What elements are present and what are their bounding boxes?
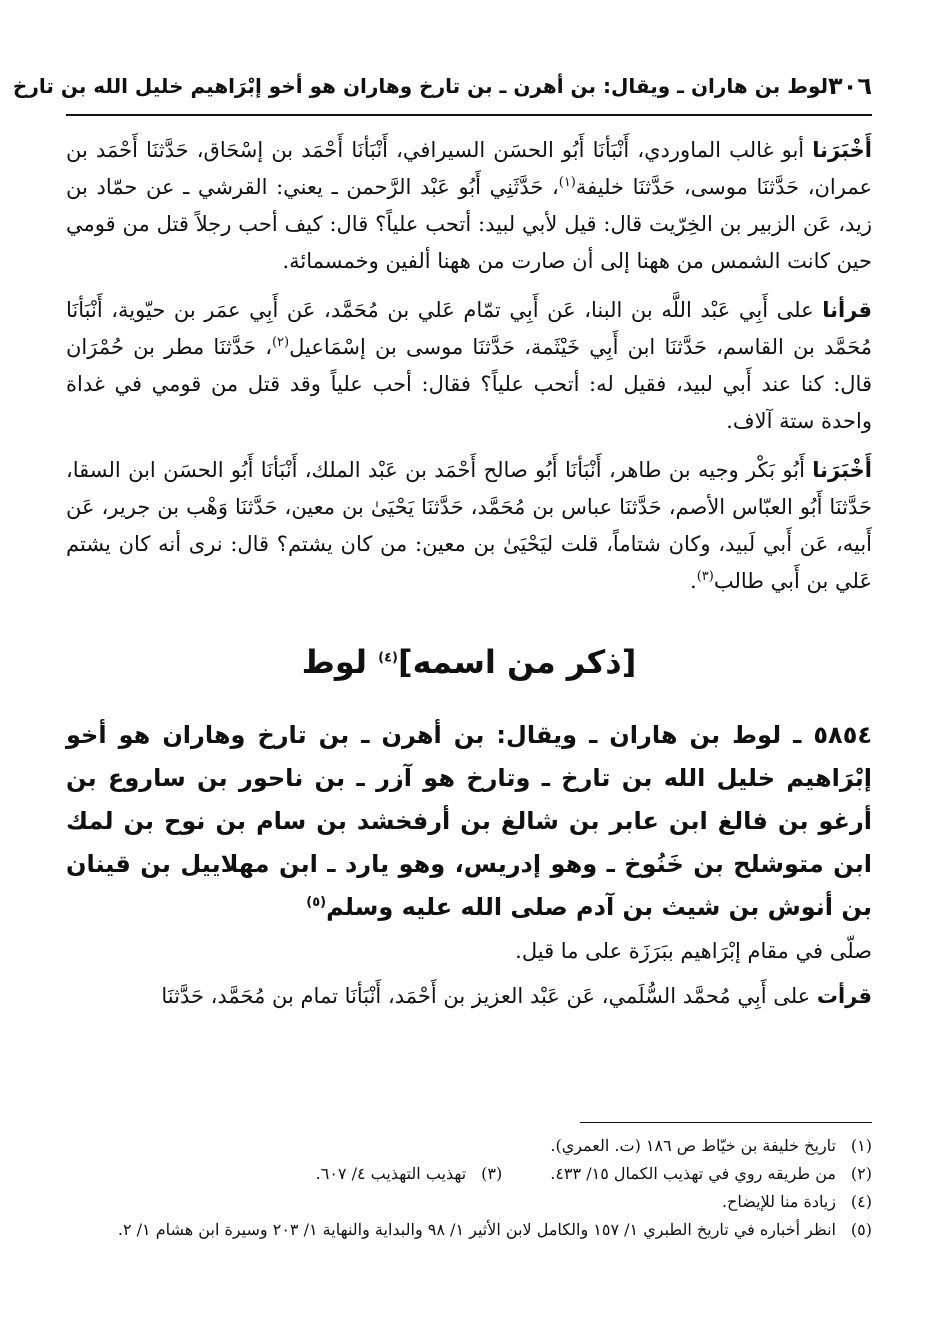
footnote [66,1188,872,1216]
footnote-text: انظر أخباره في تاريخ الطبري ١/ ١٥٧ والكامل لابن الأثير ١/ ٩٨ والبداية والنهاية ١/ ٢٠٣ وسيرة ابن هشام ١/ ٢. [117,1220,836,1239]
page-number: ٣٠٦ [828,72,872,100]
main-text [66,132,872,600]
section-heading-text: [ذكر من اسمه] [397,643,637,681]
entry-text: ٥٨٥٤ ـ لوط بن هاران ـ ويقال: بن أهرن ـ بن تارخ وهاران هو أخو إبْرَاهيم خليل الله بن تارخ ـ وتارخ هو آزر ـ بن ناحور بن ساروع بن أرغو بن فالغ ابن عابر بن شالغ بن أرفخشد بن سام بن نوح بن لمك ابن متوشلح بن خَنُوخ ـ وهو إدريس، وهو يارد ـ ابن مهلاييل بن قينان بن أنوش بن شيث بن آدم صلى الله عليه وسلم [66,721,872,921]
paragraph-text: أبو غالب الماوردي، أَنْبَأنَا أَبُو الحسَن السيرافي، أَنْبَأنَا أَحْمَد بن إسْحَاق، حَدَّثنَا أَحْمَد بن عمران، حَدَّثنَا موسى، حَدَّثنَا خليفة [66,138,872,199]
paragraph-text: على أَبِي مُحمَّد السُّلَمي، عَن عَبْد العزيز بن أَحْمَد، أَنْبَأنَا تمام بن مُحَمَّد، حَدَّثنَا [161,984,817,1008]
footnote [66,1216,872,1244]
paragraph-text: على أَبِي عَبْد اللَّه بن البنا، عَن أَبِي تمّام عَلي بن مُحَمَّد، عَن أَبِي عمَر بن حيّوية، أَنْبَأنَا مُحَمَّد بن القاسم، حَدَّثنَا ابن أَبِي خَيْثَمة، حَدَّثنَا موسى بن إسْمَاعيل [66,298,872,359]
paragraph [66,292,872,440]
footnote [66,1160,872,1188]
footnote-text: زيادة منا للإيضاح. [721,1192,836,1211]
header-title: لوط بن هاران ـ ويقال: بن أهرن ـ بن تارخ وهاران هو أخو إبْرَاهيم خليل الله بن تارخ [12,74,829,98]
paragraph-lead: قرأنا [822,298,872,322]
paragraph [66,978,872,1015]
running-header [12,58,872,116]
paragraph: صلّى في مقام إبْرَاهيم ببَرَزَة على ما قيل. [515,939,872,963]
footnote-marker: (١) [558,175,576,190]
footnote-number: (٢) [850,1164,872,1183]
footnote-marker: (٣) [696,569,714,584]
paragraph-lead: أَخْبَرَنا [812,138,872,162]
paragraph-text: ، حَدَّثَنِي أَبُو عَبْد الرَّحمن ـ يعني: القرشي ـ عن حمّاد بن زيد، عَن الزبير بن الخِرّيت قال: قيل لأبي لبيد: أتحب علياً؟ قال: كيف أحب رجلاً قتل من قومي حين كانت الشمس من ههنا إلى أن صارت من ههنا ألفين وخمسمائة. [66,175,872,273]
section-heading-name: لوط [301,643,379,681]
biography-entry [66,714,872,929]
paragraph-text: أَبُو بَكْر وجيه بن طاهر، أَنْبَأنَا أَبُو صالح أَحْمَد بن عَبْد الملك، أَنْبَأنَا أَبُو الحسَن ابن السقا، حَدَّثنَا أَبُو العبّاس الأصم، حَدَّثنَا عباس بن مُحَمَّد، حَدَّثنَا يَحْيَىٰ بن معين، حَدَّثنَا وَهْب بن جرير، عَن أَبيه، عَن أَبي لَبيد، وكان شتاماً، قلت ليَحْيَىٰ بن معين: من كان يشتم؟ قال: نرى أنه كان يشتم عَلي بن أَبي طالب [66,458,872,593]
footnote-divider [580,1122,872,1123]
footnote-number: (٣) [481,1164,503,1183]
section-heading [66,640,872,684]
book-page [12,58,872,1288]
footnotes [66,1132,872,1244]
paragraph [66,452,872,600]
paragraph-lead: قرأت [816,984,872,1008]
footnote [66,1132,872,1160]
main-text-continued [66,933,872,1015]
paragraph [66,132,872,280]
footnote-marker: (٢) [271,335,290,350]
footnote-number: (٥) [850,1220,872,1239]
footnote-text: تاريخ خليفة بن خيّاط ص ١٨٦ (ت. العمري). [550,1136,836,1155]
footnote-marker: (٥) [306,895,327,910]
footnote-marker: (٤) [378,650,398,666]
paragraph-lead: أَخْبَرَنا [812,458,872,482]
footnote-text: من طريقه روي في تهذيب الكمال ١٥/ ٤٣٣. [550,1164,836,1183]
paragraph-text: . [690,569,697,593]
paragraph-text: ، حَدَّثنَا مطر بن حُمْرَان قال: كنا عند أَبي لبيد، فقيل له: أتحب علياً؟ فقال: أحب علياً وقد قتل من قومي في غداة واحدة ستة آلاف. [66,335,872,433]
footnote-text: تهذيب التهذيب ٤/ ٦٠٧. [315,1164,467,1183]
footnote-number: (٤) [850,1192,872,1211]
footnote-number: (١) [850,1136,872,1155]
